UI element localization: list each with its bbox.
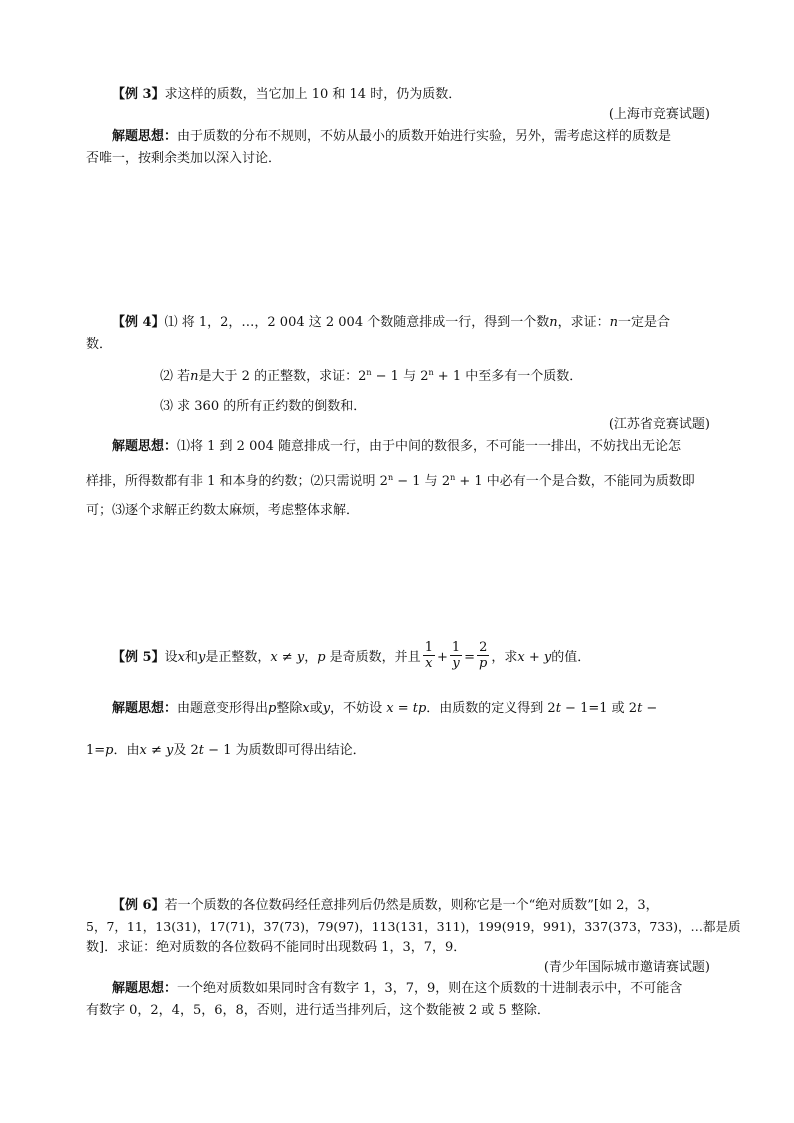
equation-x-equals-tp: x = tp	[382, 701, 427, 716]
variable-x: x	[517, 650, 525, 665]
fraction-one-over-y	[450, 640, 462, 671]
variable-t: t	[555, 701, 561, 716]
example-5-hint-text-f: − 1=1 或 2	[560, 701, 638, 716]
numerator: 2	[479, 640, 488, 655]
example-4-part-3	[160, 398, 366, 416]
power-base: 2	[379, 474, 388, 489]
exponent-n: n	[387, 473, 394, 482]
plus-sign: +	[436, 650, 448, 665]
exponent-n: n	[366, 368, 372, 377]
fraction-two-over-p	[477, 640, 489, 671]
example-5-hint-text-g: −	[642, 701, 658, 716]
example-4-part-2-text-f: + 1 中至多有一个质数．	[433, 369, 583, 384]
example-4-hint-line-1	[112, 438, 681, 456]
power-base: 2	[420, 369, 429, 384]
example-6-source: (青少年国际城市邀请赛试题)	[543, 960, 710, 975]
numerator: 1	[451, 640, 461, 655]
example-5-hint-text-d: ，不妨设	[330, 701, 383, 716]
example-3-hint-line-2: 否唯一，按剩余类加以深入讨论．	[86, 151, 282, 166]
example-5-text-b: 和	[184, 650, 198, 665]
example-5-tag: 【例 5】	[112, 650, 165, 665]
denominator: p	[479, 656, 488, 671]
example-4-part-3-text: 求 360 的所有正约数的倒数和．	[173, 399, 367, 414]
example-3-question-text: 求这样的质数，当它加上 10 和 14 时，仍为质数．	[164, 87, 462, 102]
example-3-tag: 【例 3】	[112, 87, 165, 102]
variable-n: n	[609, 315, 618, 330]
example-4-part-1-line-2: 数．	[86, 337, 113, 352]
example-4-part-1-text-c: 一定是合	[618, 315, 671, 330]
variable-x: x	[139, 743, 147, 758]
example-5-text-f: ，求	[491, 650, 518, 665]
equals-sign: =	[464, 650, 476, 665]
example-6-line-3: 数]．求证：绝对质数的各位数码不能同时出现数码 1，3，7，9．	[86, 940, 467, 955]
example-3-source: (上海市竞赛试题)	[608, 107, 710, 122]
variable-y: y	[543, 650, 552, 665]
example-4-part-1-text-a: 将 1，2，…，2 004 这 2 004 个数随意排成一行，得到一个数	[177, 315, 550, 330]
example-4-part-2-text-b: 是大于 2 的正整数，求证：	[198, 369, 359, 384]
denominator: x	[425, 656, 433, 671]
variable-n: n	[549, 315, 558, 330]
example-4-part-2-mark: ⑵	[160, 369, 174, 384]
not-equal-sign: ≠	[277, 650, 297, 665]
example-3-question	[112, 86, 461, 104]
variable-y: y	[197, 650, 206, 665]
variable-y: y	[322, 701, 331, 716]
example-6-line-1	[112, 897, 659, 915]
example-6-hint-label: 解题思想：	[112, 981, 178, 996]
example-4-part-2-text-a: 若	[173, 369, 191, 384]
example-6-hint-line-2: 有数字 0，2，4，5，6，8，否则，进行适当排列后，这个数能被 2 或 5 整除．	[86, 1003, 550, 1018]
example-4-source: (江苏省竞赛试题)	[608, 417, 710, 432]
variable-p: p	[317, 650, 326, 665]
example-4-part-1-text-b: ，求证：	[557, 315, 610, 330]
example-4-hint-line-3: 可；⑶逐个求解正约数太麻烦，考虑整体求解．	[86, 503, 360, 518]
denominator: y	[452, 656, 460, 671]
variable-t: t	[637, 701, 643, 716]
power-base: 2	[441, 474, 451, 489]
example-5-text-c: 是正整数，	[205, 650, 271, 665]
example-4-hint-text-2c: + 1 中必有一个是合数，不能同为质数即	[455, 474, 695, 489]
variable-p: p	[268, 701, 277, 716]
example-4-part-2	[160, 368, 582, 386]
numerator: 1	[424, 640, 433, 655]
example-5-text-g: 的值．	[551, 650, 591, 665]
example-5-text-d: ，	[304, 650, 318, 665]
example-6-text-1: 若一个质数的各位数码经任意排列后仍然是质数，则称它是一个“绝对质数”[如 2，3，	[164, 898, 659, 913]
example-4-hint-label: 解题思想：	[112, 439, 178, 454]
example-4-hint-text-2b: − 1 与	[393, 474, 442, 489]
example-3-hint-line-1	[112, 128, 671, 146]
example-5-text-e: 是奇质数，并且	[325, 650, 421, 665]
example-5-hint-text-a: 由题意变形得出	[177, 701, 269, 716]
example-5-hint-line-1	[112, 700, 657, 718]
not-equal-sign: ≠	[146, 743, 167, 758]
example-6-line-2: 5，7，11，13(31)，17(71)，37(73)，79(97)，113(131，311)，199(919，991)，337(373，733)，…都是质	[86, 919, 741, 934]
example-5-hint-label: 解题思想：	[112, 701, 178, 716]
example-5-hint2-text-a: 1=	[86, 743, 106, 758]
variable-y: y	[296, 650, 305, 665]
example-4-part-2-text-d: − 1 与	[371, 369, 421, 384]
example-4-hint-text-1: ⑴将 1 到 2 004 随意排成一行，由于中间的数很多，不可能一一排出，不妨找出无论怎	[177, 439, 682, 454]
example-5-hint2-text-c: 及 2	[173, 743, 199, 758]
variable-n: n	[190, 369, 199, 384]
variable-t: t	[198, 743, 205, 758]
example-3-hint-text-1: 由于质数的分布不规则，不妨从最小的质数开始进行实验，另外，需考虑这样的质数是	[177, 129, 672, 144]
exponent-n: n	[428, 368, 434, 377]
example-4-hint-text-2a: 样排，所得数都有非 1 和本身的约数；⑵只需说明	[86, 474, 380, 489]
variable-x: x	[177, 650, 185, 665]
example-5-hint-text-c: 或	[309, 701, 323, 716]
fraction-one-over-x	[423, 640, 435, 671]
example-3-hint-label: 解题思想：	[112, 129, 178, 144]
example-5-text-a: 设	[164, 650, 178, 665]
example-4-part-1-mark: ⑴	[164, 315, 178, 330]
example-4-hint-line-2	[86, 473, 695, 491]
variable-y: y	[166, 743, 174, 758]
exponent-n: n	[450, 473, 456, 482]
example-5-question	[112, 642, 590, 673]
example-5-hint-text-e: ．由质数的定义得到 2	[426, 701, 556, 716]
example-5-hint-text-b: 整除	[276, 701, 303, 716]
plus-sign: +	[524, 650, 544, 665]
power-base: 2	[358, 369, 367, 384]
example-6-hint-text-1: 一个绝对质数如果同时含有数字 1，3，7，9，则在这个质数的十进制表示中，不可能含	[177, 981, 683, 996]
example-5-hint2-text-d: − 1 为质数即可得出结论．	[204, 743, 366, 758]
example-5-hint-line-2	[86, 742, 366, 760]
example-6-tag: 【例 6】	[112, 898, 165, 913]
example-4-tag: 【例 4】	[112, 315, 165, 330]
variable-x: x	[302, 701, 310, 716]
example-4-part-3-mark: ⑶	[160, 399, 174, 414]
variable-p: p	[105, 743, 114, 758]
example-4-part-1	[112, 314, 670, 332]
variable-x: x	[270, 650, 278, 665]
example-5-hint2-text-b: ．由	[113, 743, 140, 758]
example-6-hint-line-1	[112, 980, 682, 998]
